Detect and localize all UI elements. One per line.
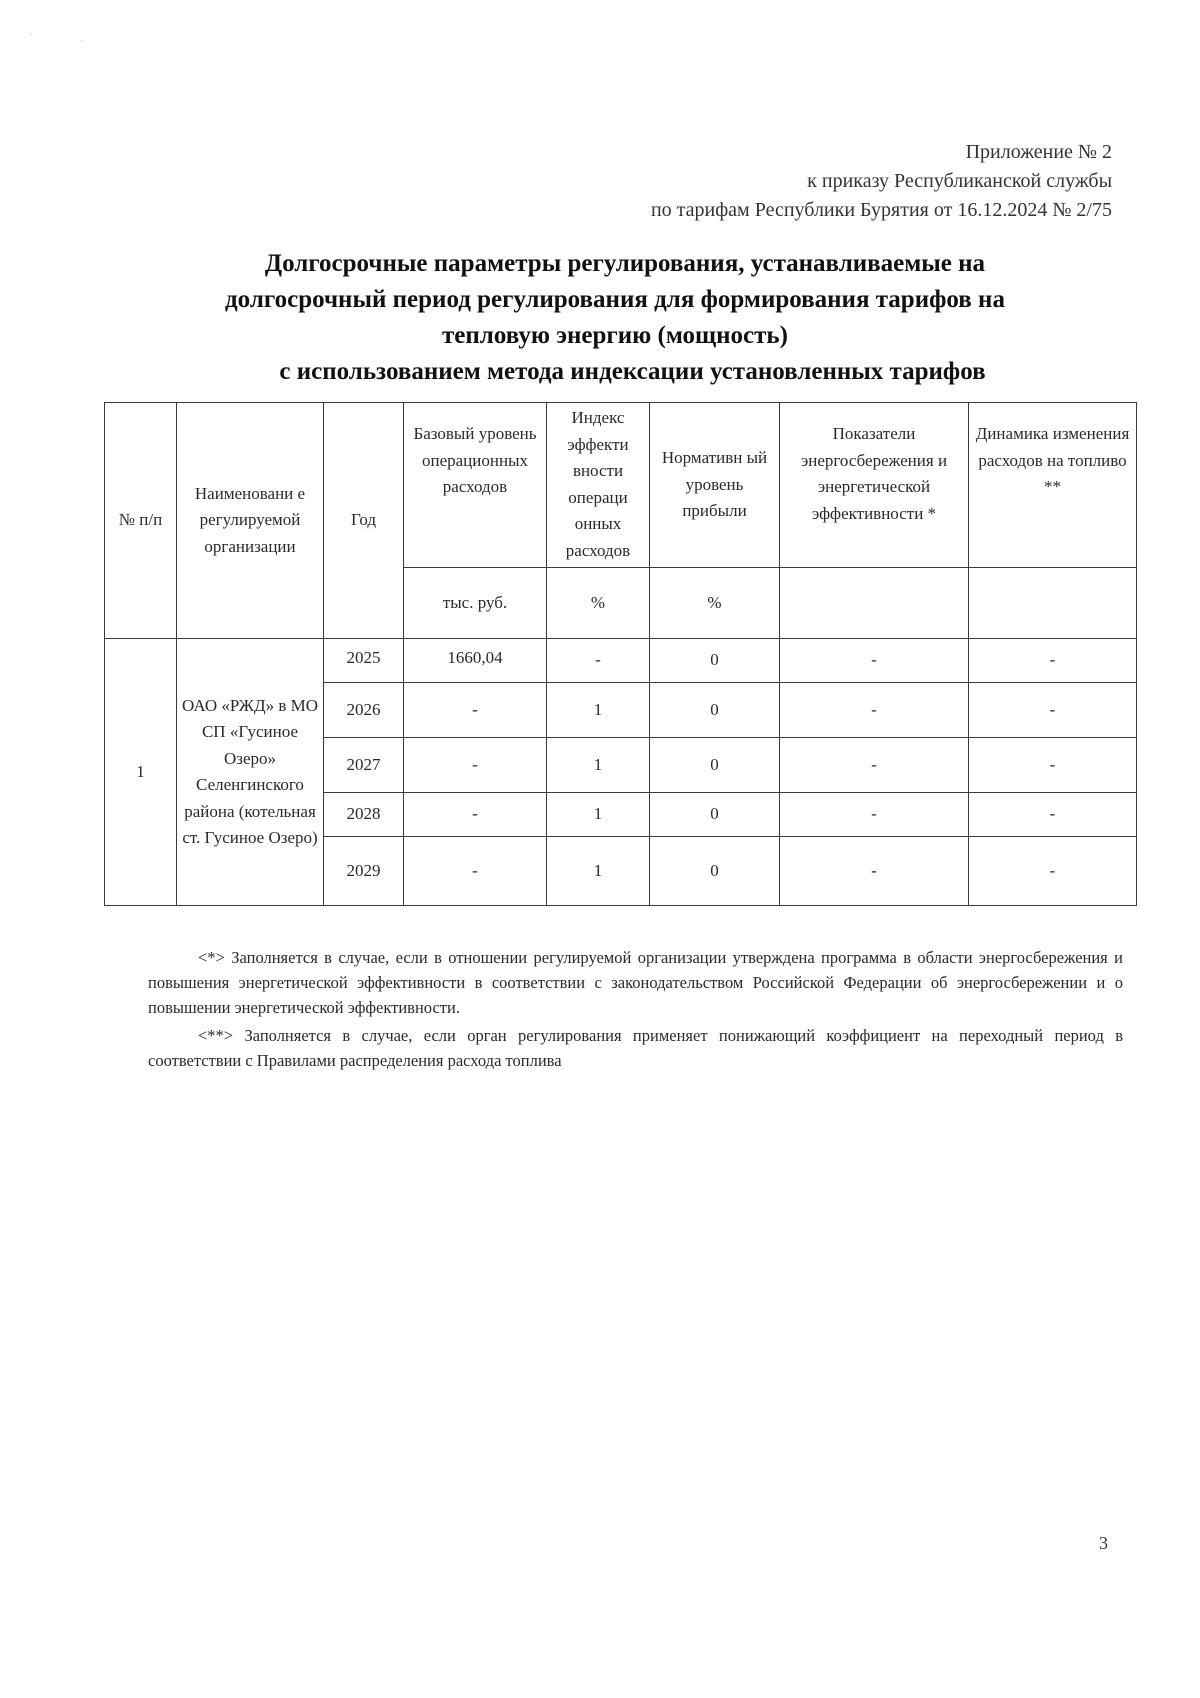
parameters-table xyxy=(104,402,1137,906)
appendix-line-3: по тарифам Республики Бурятия от 16.12.2024 № 2/75 xyxy=(650,199,1112,221)
org-name: ОАО «РЖД» в МО СП «Гусиное Озеро» Селенгинского района (котельная ст. Гусиное Озеро) xyxy=(177,639,324,906)
row-year: 2028 xyxy=(324,793,404,837)
row-year: 2026 xyxy=(324,683,404,738)
row-profit: 0 xyxy=(650,738,780,793)
page-number: 3 xyxy=(1099,1533,1108,1553)
row-energy: - xyxy=(780,738,969,793)
header-org: Наименовани е регулируемой организации xyxy=(177,403,324,639)
row-year: 2027 xyxy=(324,738,404,793)
row-profit: 0 xyxy=(650,639,780,683)
row-index: - xyxy=(547,639,650,683)
org-number: 1 xyxy=(105,639,177,906)
row-fuel: - xyxy=(969,793,1137,837)
row-energy: - xyxy=(780,793,969,837)
row-index: 1 xyxy=(547,683,650,738)
header-row xyxy=(105,403,1137,568)
appendix-line-1: Приложение № 2 xyxy=(965,141,1112,163)
row-base: 1660,04 xyxy=(404,639,547,683)
appendix-header xyxy=(651,138,1112,225)
title-line-3: тепловую энергию (мощность) xyxy=(442,322,788,349)
row-energy: - xyxy=(780,683,969,738)
row-profit: 0 xyxy=(650,837,780,906)
appendix-line-2: к приказу Республиканской службы xyxy=(807,170,1112,192)
row-profit: 0 xyxy=(650,683,780,738)
header-year: Год xyxy=(324,403,404,639)
unit-base: тыс. руб. xyxy=(404,568,547,639)
row-index: 1 xyxy=(547,793,650,837)
unit-profit: % xyxy=(650,568,780,639)
row-base: - xyxy=(404,837,547,906)
header-efficiency-index: Индекс эффекти вности операци онных расходов xyxy=(547,403,650,568)
footnotes xyxy=(148,945,1123,1073)
document-title xyxy=(120,246,1110,390)
row-index: 1 xyxy=(547,837,650,906)
row-energy: - xyxy=(780,837,969,906)
header-energy-saving: Показатели энергосбережения и энергетической эффективности * xyxy=(780,403,969,568)
row-index: 1 xyxy=(547,738,650,793)
row-year: 2029 xyxy=(324,837,404,906)
row-fuel: - xyxy=(969,738,1137,793)
row-profit: 0 xyxy=(650,793,780,837)
scan-speck: · xyxy=(80,36,84,47)
header-profit-level: Нормативн ый уровень прибыли xyxy=(650,403,780,568)
header-base-level: Базовый уровень операционных расходов xyxy=(404,403,547,568)
row-year: 2025 xyxy=(324,639,404,683)
row-fuel: - xyxy=(969,639,1137,683)
unit-fuel xyxy=(969,568,1137,639)
unit-index: % xyxy=(547,568,650,639)
row-energy: - xyxy=(780,639,969,683)
row-base: - xyxy=(404,793,547,837)
title-line-4: с использованием метода индексации установленных тарифов xyxy=(279,358,986,385)
footnote-2: <**> Заполняется в случае, если орган регулирования применяет понижающий коэффициент на переходный период в соответствии с Правилами распределения расхода топлива xyxy=(148,1026,1123,1070)
row-base: - xyxy=(404,738,547,793)
row-base: - xyxy=(404,683,547,738)
header-fuel-dynamics: Динамика изменения расходов на топливо ** xyxy=(969,403,1137,568)
title-line-2: долгосрочный период регулирования для формирования тарифов на xyxy=(225,286,1005,313)
table-row xyxy=(105,639,1137,683)
title-line-1: Долгосрочные параметры регулирования, устанавливаемые на xyxy=(264,250,986,277)
unit-energy xyxy=(780,568,969,639)
footnote-1: <*> Заполняется в случае, если в отношении регулируемой организации утверждена программа в области энергосбережения и повышения энергетической эффективности в соответствии с законодательством Российской Федерации об энергосбережении и о повышении энергетической эффективности. xyxy=(148,948,1123,1017)
header-num: № п/п xyxy=(105,403,177,639)
row-fuel: - xyxy=(969,837,1137,906)
scan-speck: · xyxy=(30,30,34,41)
row-fuel: - xyxy=(969,683,1137,738)
